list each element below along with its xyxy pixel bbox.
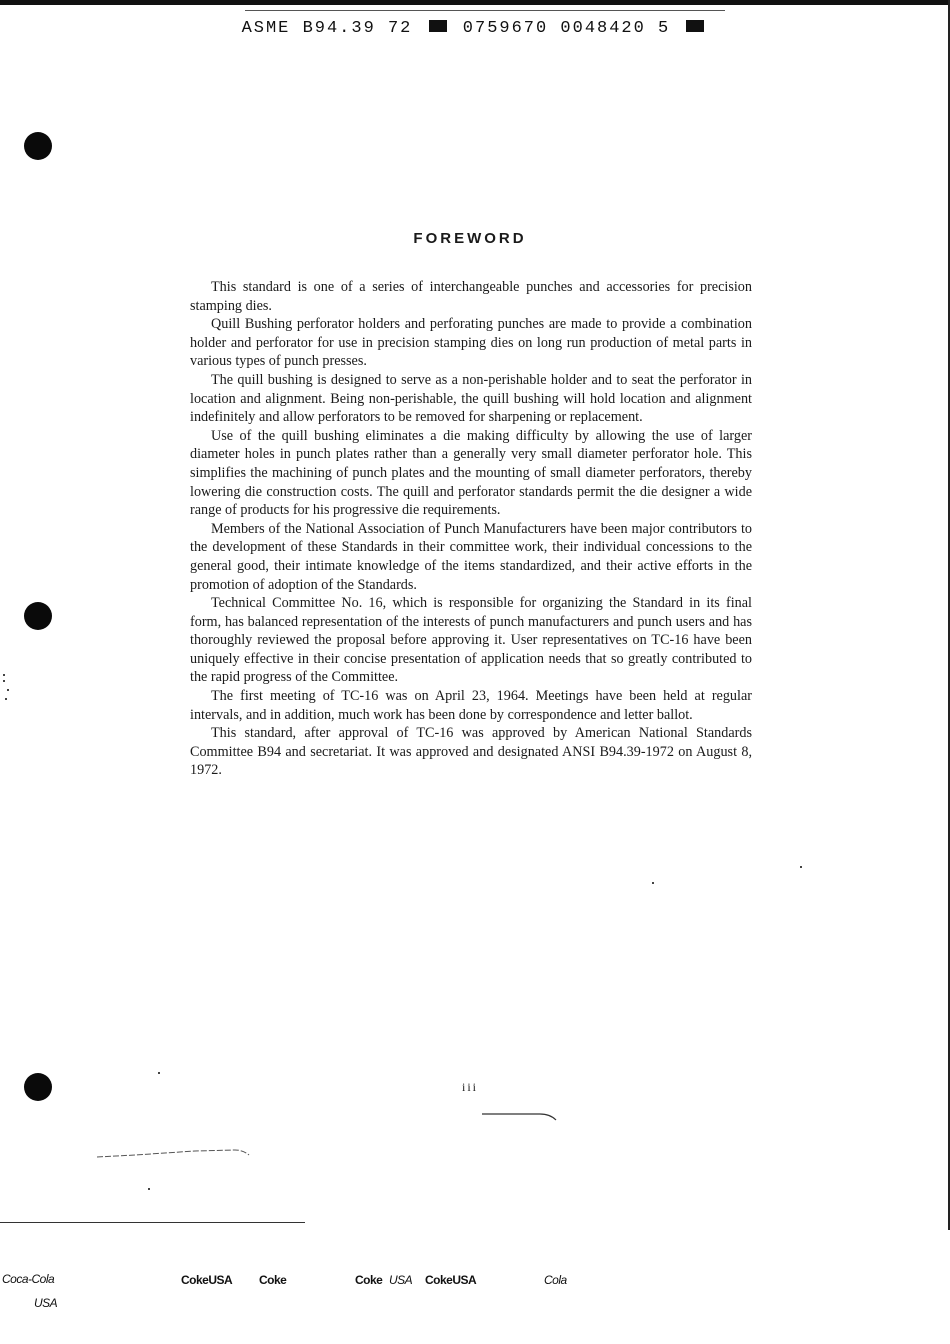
scan-speck [7, 689, 9, 691]
scan-artifact-stroke [480, 1108, 560, 1128]
paragraph: The first meeting of TC-16 was on April 23, 1964. Meetings have been held at regular intervals, and in addition, much work has been done by correspondence and letter ballot. [190, 688, 752, 723]
document-code-header [0, 19, 950, 38]
scan-speck [5, 698, 7, 700]
page-number: iii [461, 1080, 478, 1094]
paragraph: This standard is one of a series of interchangeable punches and accessories for precision stamping dies. [190, 279, 752, 314]
document-code-part1: ASME B94.39 72 [241, 19, 413, 38]
watermark-text: CokeUSA [425, 1273, 477, 1287]
watermark-text: USA [34, 1296, 58, 1310]
paragraph: This standard, after approval of TC-16 was approved by American National Standards Committee B94 and secretariat. It was approved and designated ANSI B94.39-1972 on August 8, 1972. [190, 725, 752, 779]
watermark-text: USA [389, 1273, 413, 1287]
foreword-body [190, 278, 752, 780]
scan-speck [3, 674, 5, 676]
paragraph: The quill bushing is designed to serve as a non-perishable holder and to seat the perforator in location and alignment. Being non-perishable, the quill bushing will hold location and alignment indefinitely and allow perforators to be removed for sharpening or replacement. [190, 371, 752, 426]
top-rule [245, 10, 725, 11]
scan-artifact-stroke [95, 1143, 255, 1163]
scan-speck [652, 882, 654, 884]
scan-speck [3, 680, 5, 682]
scan-speck [158, 1072, 160, 1074]
binder-hole [24, 602, 52, 630]
top-border [0, 0, 950, 5]
paragraph: Use of the quill bushing eliminates a die making difficulty by allowing the use of larger diameter holes in punch plates rather than a generally very small diameter perforator hole. This simplifies the machining of punch plates and the mounting of small diameter perforators, thereby lowering die construction costs. The quill and perforator standards permit the die designer a wide range of products for his progressive die requirements. [190, 427, 752, 519]
scan-speck [148, 1188, 150, 1190]
watermark-text: Coke [259, 1273, 287, 1287]
watermark-text: Cola [544, 1273, 567, 1287]
bottom-rule [0, 1222, 305, 1223]
paragraph: Technical Committee No. 16, which is responsible for organizing the Standard in its final form, has balanced representation of the interests of punch manufacturers and punch users and has thoroughly reviewed the proposal before approving it. User representatives on TC-16 have been uniquely effective in their concise presentation of application needs that so greatly contributed to the rapid progress of the Committee. [190, 595, 752, 686]
black-square-mark [429, 20, 447, 32]
watermark-text: Coca-Cola [2, 1272, 55, 1286]
paragraph: Members of the National Association of Punch Manufacturers have been major contributors to the development of these Standards in their committee work, their individual concessions to the general good, their intimate knowledge of the items standardized, and their active efforts in the promotion of adoption of the Standards. [190, 520, 752, 593]
scan-speck [800, 866, 802, 868]
paragraph: Quill Bushing perforator holders and perforating punches are made to provide a combination holder and perforator for use in precision stamping dies on long run production of metal parts in various types of punch presses. [190, 316, 752, 370]
binder-hole [24, 132, 52, 160]
black-square-mark [686, 20, 704, 32]
document-code-part2: 0759670 0048420 5 [462, 19, 671, 38]
page-title: FOREWORD [413, 230, 527, 247]
watermark-text: CokeUSA [181, 1273, 233, 1287]
watermark-text: Coke [355, 1273, 383, 1287]
